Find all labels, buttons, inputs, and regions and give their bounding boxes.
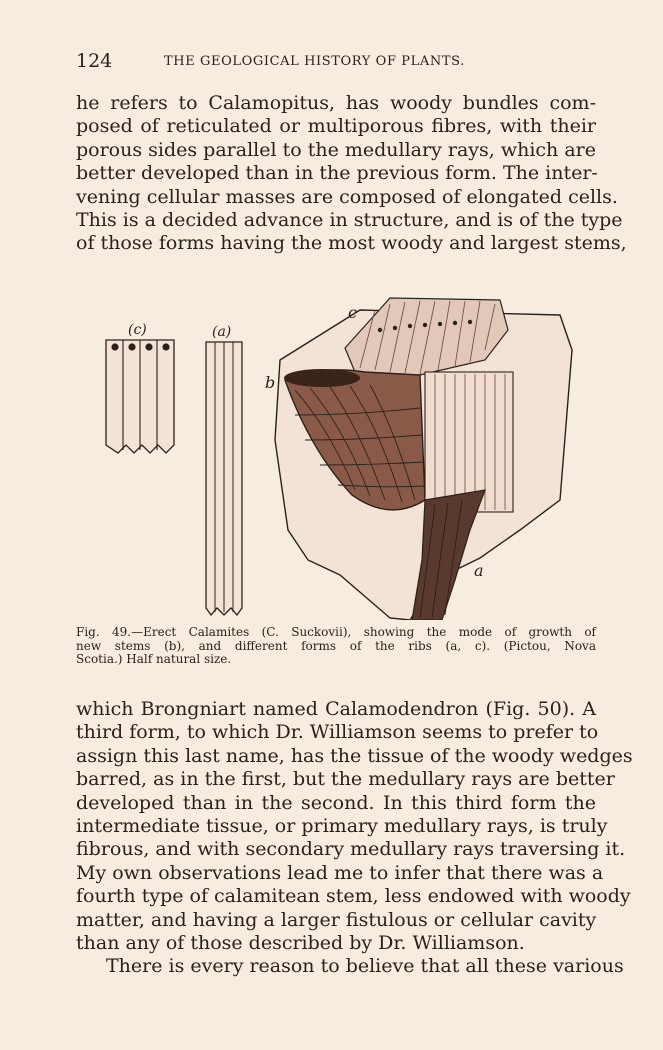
text-line: fibrous, and with secondary medullary rays traversing it.: [76, 838, 626, 861]
caption-line: Scotia.) Half natural size.: [76, 652, 232, 666]
text-line: intermediate tissue, or primary medullary rays, is truly: [76, 815, 608, 838]
page-header: [76, 50, 596, 74]
text-line: vening cellular masses are composed of elongated cells.: [76, 185, 618, 208]
label-b: b: [265, 373, 276, 392]
label-c-small: (c): [128, 322, 147, 338]
text-line: assign this last name, has the tissue of the woody wedges: [76, 744, 633, 767]
text-line: There is every reason to believe that all these various: [106, 955, 624, 978]
text-line: posed of reticulated or multiporous fibres, with their: [76, 115, 596, 138]
running-title: THE GEOLOGICAL HISTORY OF PLANTS.: [164, 54, 465, 69]
text-line: better developed than in the previous form. The inter-: [76, 162, 598, 185]
text-line: fourth type of calamitean stem, less endowed with woody: [76, 885, 631, 908]
fossil-block: [265, 298, 572, 620]
text-line: This is a decided advance in structure, and is of the type: [76, 209, 623, 232]
text-line: which Brongniart named Calamodendron (Fig. 50). A: [76, 698, 596, 720]
text-line: developed than in the second. In this third form the: [76, 791, 596, 814]
text-line: porous sides parallel to the medullary rays, which are: [76, 138, 596, 161]
rib-form-a: [206, 324, 242, 615]
paragraph-top: [76, 92, 627, 256]
text-line: barred, as in the first, but the medullary rays are better: [76, 768, 615, 791]
text-line: third form, to which Dr. Williamson seems to prefer to: [76, 721, 599, 744]
label-a-small: (a): [212, 324, 232, 340]
rib-form-c: [106, 322, 174, 453]
caption-line: new stems (b), and different forms of the ribs (a, c). (Pictou, Nova: [76, 638, 596, 653]
paragraph-bottom: [76, 698, 633, 979]
text-line: he refers to Calamopitus, has woody bundles com-: [76, 92, 596, 114]
text-line: of those forms having the most woody and largest stems,: [76, 232, 627, 255]
figure-49-illustration: [90, 290, 590, 620]
text-line: My own observations lead me to infer that there was a: [76, 861, 604, 884]
label-c: c: [348, 303, 357, 322]
text-line: matter, and having a larger fistulous or cellular cavity: [76, 908, 597, 931]
caption-line: Fig. 49.—Erect Calamites (C. Suckovii), showing the mode of growth of: [76, 625, 596, 639]
label-a: a: [474, 561, 484, 580]
page-number: 124: [76, 50, 113, 72]
figure-caption: [76, 626, 596, 667]
text-line: than any of those described by Dr. Williamson.: [76, 932, 525, 955]
